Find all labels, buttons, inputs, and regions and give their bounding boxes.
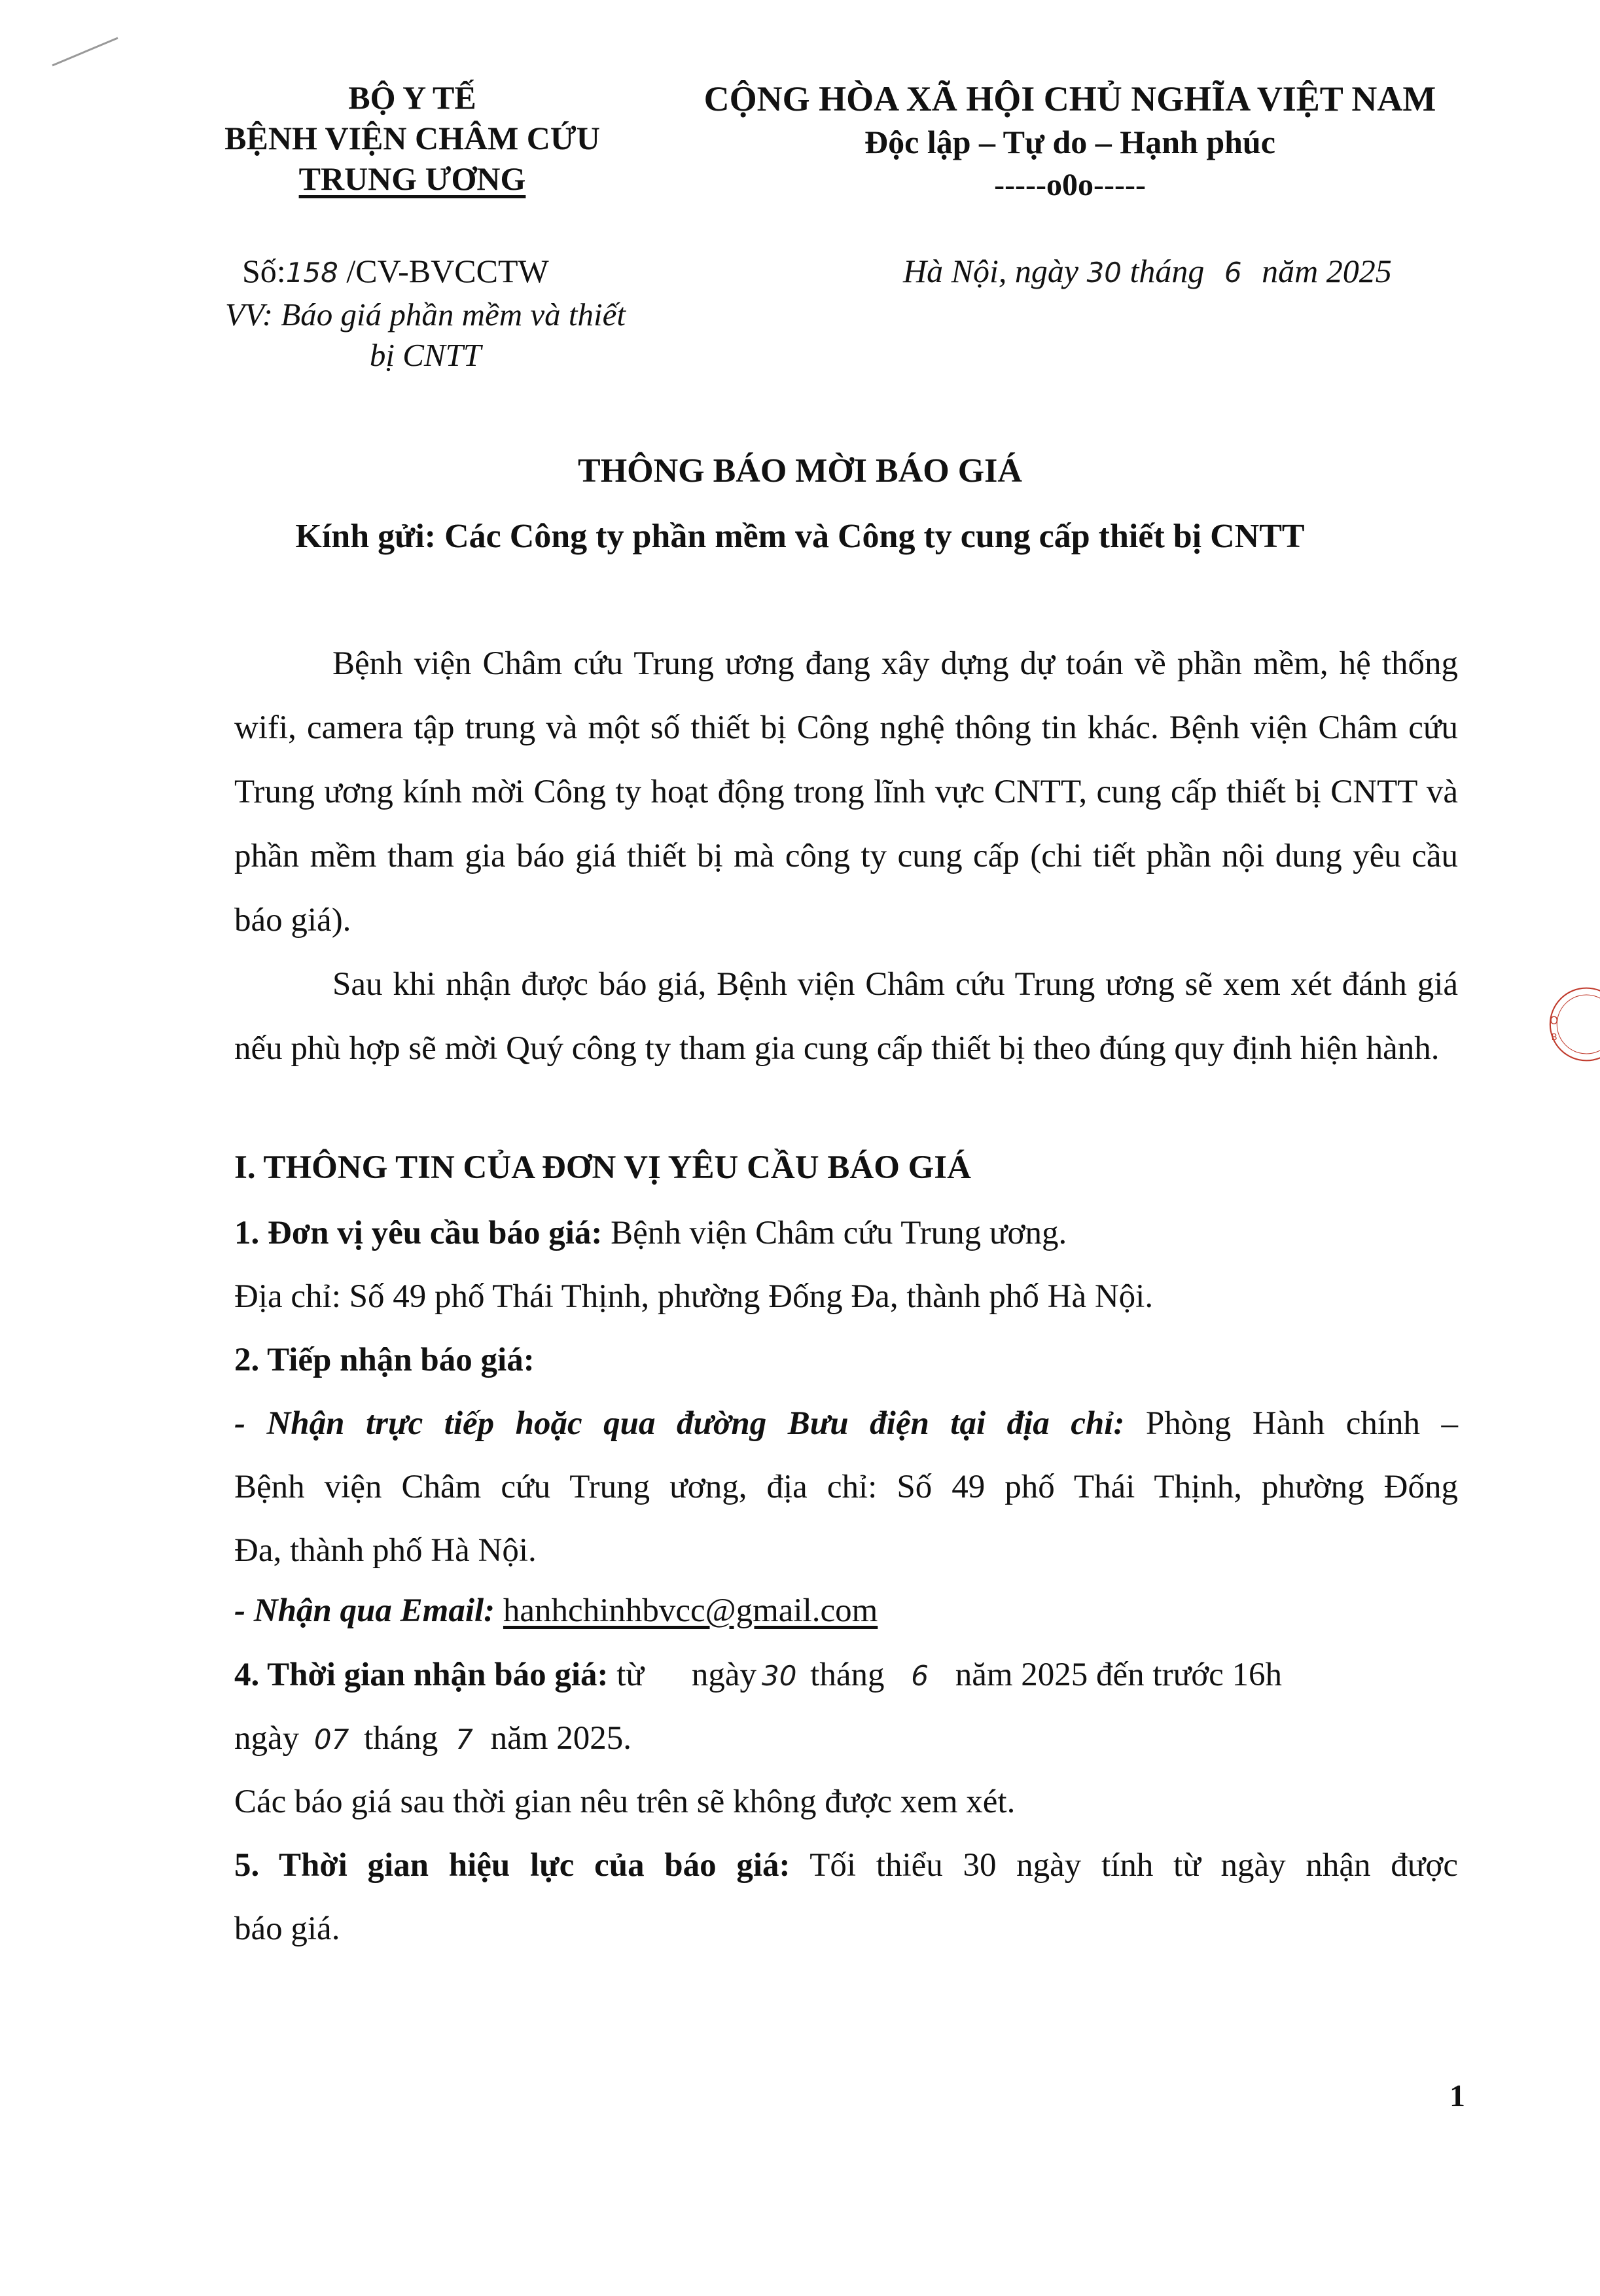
item-5-line2: báo giá. (234, 1910, 340, 1947)
item-1-label: 1. Đơn vị yêu cầu báo giá: (234, 1215, 603, 1251)
ministry-name: BỘ Y TẾ (348, 79, 476, 116)
to-month-handwritten: 7 (455, 1723, 473, 1755)
item-4-from: từ (616, 1657, 645, 1693)
subject-line2: bị CNTT (369, 337, 482, 373)
item-4-to-month-label: tháng (364, 1720, 438, 1757)
item-4-line2 (234, 1719, 1458, 1757)
hospital-name-line1: BỆNH VIỆN CHÂM CỨU (224, 120, 600, 156)
paragraph-intro: Bệnh viện Châm cứu Trung ương đang xây dựng dự toán về phần mềm, hệ thống wifi, camera tập trung và một số thiết bị Công nghệ thông tin khác. Bệnh viện Châm cứu Trung ương kính mời Công ty hoạt động trong lĩnh vực CNTT, cung cấp thiết bị CNTT và phần mềm tham gia báo giá thiết bị mà công ty cung cấp (chi tiết phần nội dung yêu cầu báo giá). (234, 645, 1458, 939)
item-2-heading: 2. Tiếp nhận báo giá: (234, 1342, 535, 1378)
item-1 (234, 1214, 1458, 1252)
item-5-label: 5. Thời gian hiệu lực của báo giá: (234, 1847, 791, 1884)
national-header (654, 77, 1485, 207)
item-5 (234, 1846, 1458, 1884)
subject (190, 295, 661, 376)
item-2-direct-line3: Đa, thành phố Hà Nội. (234, 1532, 537, 1569)
document-number (242, 252, 549, 290)
red-stamp-icon (1541, 913, 1600, 1136)
date-day-handwritten: 30 (1086, 257, 1122, 289)
document-title: THÔNG BÁO MỜI BÁO GIÁ (578, 452, 1022, 490)
doc-number-handwritten: 158 (285, 257, 338, 289)
agency-header (177, 77, 648, 199)
motto-separator: -----o0o----- (994, 168, 1146, 202)
doc-number-prefix: Số: (242, 253, 286, 289)
date-month-label: tháng (1129, 253, 1205, 289)
item-4-day-label: ngày (691, 1657, 756, 1693)
item-2-direct-line2: Bệnh viện Châm cứu Trung ương, địa chỉ: Số 49 phố Thái Thịnh, phường Đống (234, 1469, 1458, 1505)
email-label: - Nhận qua Email: (234, 1592, 495, 1629)
date-prefix: Hà Nội, ngày (903, 253, 1079, 289)
address-line: Địa chỉ: Số 49 phố Thái Thịnh, phường Đống Đa, thành phố Hà Nội. (234, 1278, 1154, 1315)
item-2-direct-label: - Nhận trực tiếp hoặc qua đường Bưu điện tại địa chỉ: (234, 1405, 1125, 1442)
item-4-to-day-label: ngày (234, 1720, 300, 1757)
item-2-direct (234, 1405, 1458, 1443)
motto: Độc lập – Tự do – Hạnh phúc (864, 124, 1275, 160)
section-1-heading: I. THÔNG TIN CỦA ĐƠN VỊ YÊU CẦU BÁO GIÁ (234, 1149, 971, 1186)
country-name: CỘNG HÒA XÃ HỘI CHỦ NGHĨA VIỆT NAM (703, 79, 1436, 118)
doc-number-suffix: /CV-BVCCTW (346, 253, 549, 289)
item-1-value: Bệnh viện Châm cứu Trung ương. (611, 1215, 1067, 1251)
svg-text:O: O (1550, 1014, 1559, 1027)
item-4-deadline: năm 2025 đến trước 16h (955, 1657, 1283, 1693)
late-note: Các báo giá sau thời gian nêu trên sẽ không được xem xét. (234, 1784, 1016, 1820)
item-4 (234, 1656, 1458, 1694)
scan-mark (46, 33, 124, 72)
email-link[interactable]: hanhchinhbvcc@gmail.com (503, 1592, 878, 1629)
to-day-handwritten: 07 (313, 1723, 349, 1755)
item-2-direct-value: Phòng Hành chính – (1145, 1405, 1458, 1442)
from-day-handwritten: 30 (761, 1660, 797, 1692)
issue-date (903, 252, 1392, 290)
hospital-name-line2: TRUNG ƯƠNG (298, 160, 526, 197)
item-4-to-year: năm 2025. (490, 1720, 631, 1757)
page-number: 1 (1449, 2079, 1465, 2113)
item-4-label: 4. Thời gian nhận báo giá: (234, 1657, 609, 1693)
date-year: năm 2025 (1262, 253, 1392, 289)
item-5-value: Tối thiểu 30 ngày tính từ ngày nhận được (809, 1847, 1458, 1884)
svg-text:B: B (1551, 1033, 1557, 1043)
item-2-email (234, 1592, 1458, 1630)
item-4-month-label: tháng (810, 1657, 885, 1693)
paragraph-evaluation: Sau khi nhận được báo giá, Bệnh viện Châm cứu Trung ương sẽ xem xét đánh giá nếu phù hợp sẽ mời Quý công ty tham gia cung cấp thiết bị theo đúng quy định hiện hành. (234, 966, 1458, 1067)
subject-line1: VV: Báo giá phần mềm và thiết (225, 296, 626, 332)
date-month-handwritten: 6 (1224, 257, 1242, 289)
recipient-line: Kính gửi: Các Công ty phần mềm và Công ty cung cấp thiết bị CNTT (295, 518, 1305, 555)
from-month-handwritten: 6 (911, 1660, 929, 1692)
